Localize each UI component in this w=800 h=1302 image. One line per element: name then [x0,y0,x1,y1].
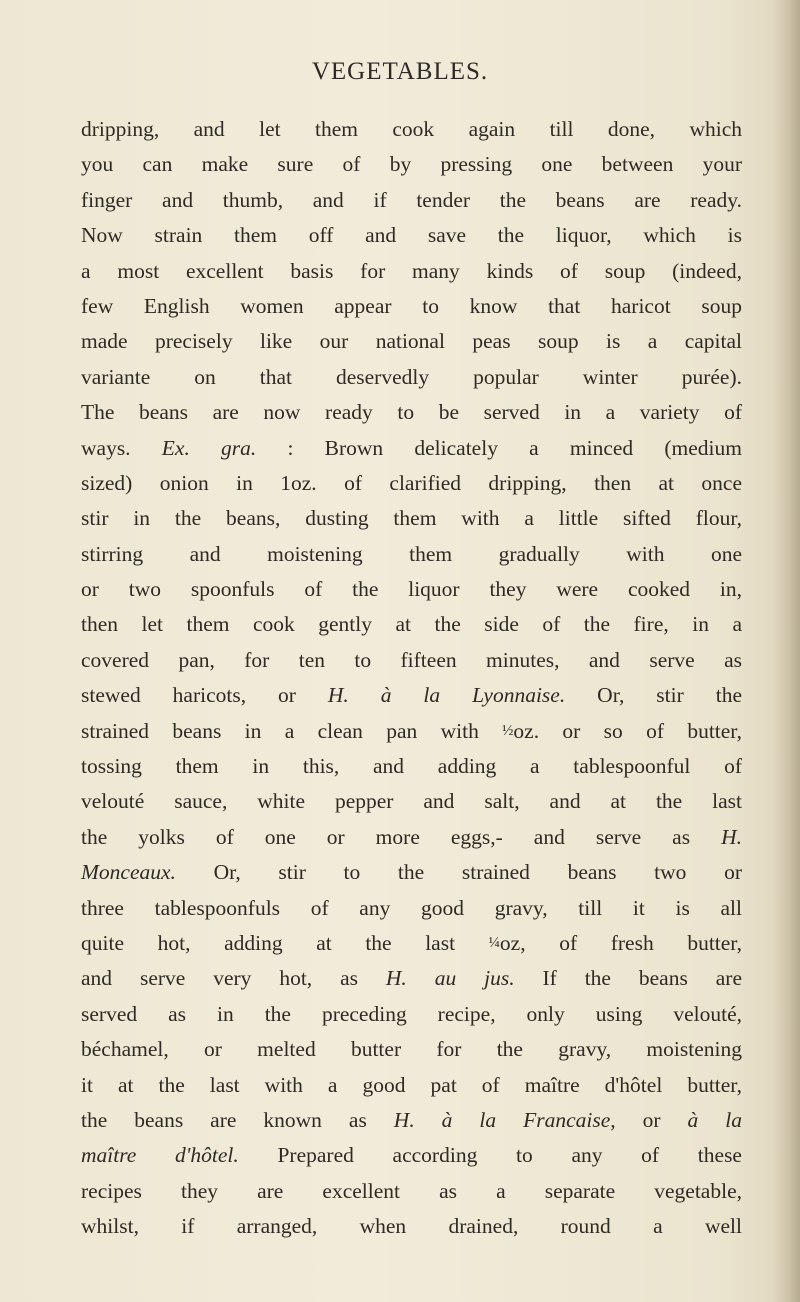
italic-run: H. [721,824,742,849]
text-line [81,218,742,253]
text-line [81,395,742,430]
text-run: three tablespoonfuls of any good gravy, till it is all [81,895,742,920]
italic-run: H. à la Francaise, [393,1107,616,1132]
text-line [81,891,742,926]
text-line [81,572,742,607]
text-run: oz, of fresh butter, [499,930,742,955]
text-line [81,360,742,395]
text-line [81,820,742,855]
text-line [81,1032,742,1067]
text-line [81,1103,742,1138]
body-text [81,112,742,1245]
text-run: If the beans are [514,966,742,991]
text-run: or two spoonfuls of the liquor they were cooked in, [81,577,742,602]
text-run: sized) onion in 1oz. of clarified dripping, then at once [81,470,742,495]
text-line [81,1174,742,1209]
text-run: Prepared according to any of these [238,1143,742,1168]
text-run: dripping, and let them cook again till done, which [81,117,742,141]
text-run: Now strain them off and save the liquor, which is [81,223,742,248]
text-line [81,324,742,359]
text-line [81,961,742,996]
text-line [81,1068,742,1103]
text-run: covered pan, for ten to fifteen minutes, and serve as [81,647,742,672]
text-line [81,714,742,749]
text-line [81,537,742,572]
text-run: The beans are now ready to be served in a variety of [81,400,742,425]
text-line [81,749,742,784]
text-run: then let them cook gently at the side of the fire, in a [81,612,742,637]
text-line [81,607,742,642]
text-run: Or, stir to the strained beans two or [175,860,742,885]
text-line [81,997,742,1032]
text-run: few English women appear to know that haricot soup [81,293,742,318]
text-line [81,254,742,289]
text-run: béchamel, or melted butter for the gravy, moistening [81,1037,742,1062]
text-line [81,1209,742,1244]
text-line [81,112,742,147]
text-line [81,289,742,324]
text-run: : Brown delicately a minced (medium [256,435,742,460]
italic-run: maître d'hôtel. [81,1143,239,1168]
text-run: and serve very hot, as [81,966,386,991]
text-run: strained beans in a clean pan with [81,718,503,743]
running-head: VEGETABLES. [311,58,489,85]
fraction: ½ [502,722,514,739]
text-run: served as in the preceding recipe, only using velouté, [81,1001,742,1026]
text-run: Or, stir the [565,683,742,708]
text-line [81,643,742,678]
text-line [81,431,742,466]
text-run: tossing them in this, and adding a tablespoonful of [81,754,742,779]
text-run: a most excellent basis for many kinds of soup (indeed, [81,258,742,283]
italic-run: à la [687,1107,742,1132]
text-run: made precisely like our national peas soup is a capital [81,329,742,354]
text-line [81,784,742,819]
text-run: ways. [81,435,162,460]
text-run: or [615,1107,688,1132]
text-line [81,855,742,890]
text-run: velouté sauce, white pepper and salt, and at the last [81,789,742,814]
italic-run: Monceaux. [81,860,176,885]
text-run: whilst, if arranged, when drained, round a well [81,1214,742,1239]
text-line [81,183,742,218]
text-run: stewed haricots, or [81,683,328,708]
text-line [81,1138,742,1173]
italic-run: Ex. gra. [161,435,257,460]
fraction: ¼ [488,934,500,951]
page-gutter-shadow [772,0,800,1302]
text-line [81,926,742,961]
text-run: it at the last with a good pat of maître d'hôtel butter, [81,1072,742,1097]
text-run: stir in the beans, dusting them with a little sifted flour, [81,506,742,531]
text-run: stirring and moistening them gradually with one [81,541,742,566]
text-run: recipes they are excellent as a separate vegetable, [81,1178,742,1203]
text-run: variante on that deservedly popular winter purée). [81,364,742,389]
text-run: the beans are known as [81,1107,394,1132]
text-line [81,501,742,536]
text-run: you can make sure of by pressing one between your [81,152,742,177]
text-run: oz. or so of butter, [513,718,742,743]
italic-run: H. à la Lyonnaise. [327,683,566,708]
text-run: the yolks of one or more eggs,- and serve as [81,824,722,849]
text-line [81,466,742,501]
text-line [81,147,742,182]
text-run: finger and thumb, and if tender the beans are ready. [81,187,742,212]
text-line [81,678,742,713]
italic-run: H. au jus. [385,966,515,991]
text-run: quite hot, adding at the last [81,930,489,955]
